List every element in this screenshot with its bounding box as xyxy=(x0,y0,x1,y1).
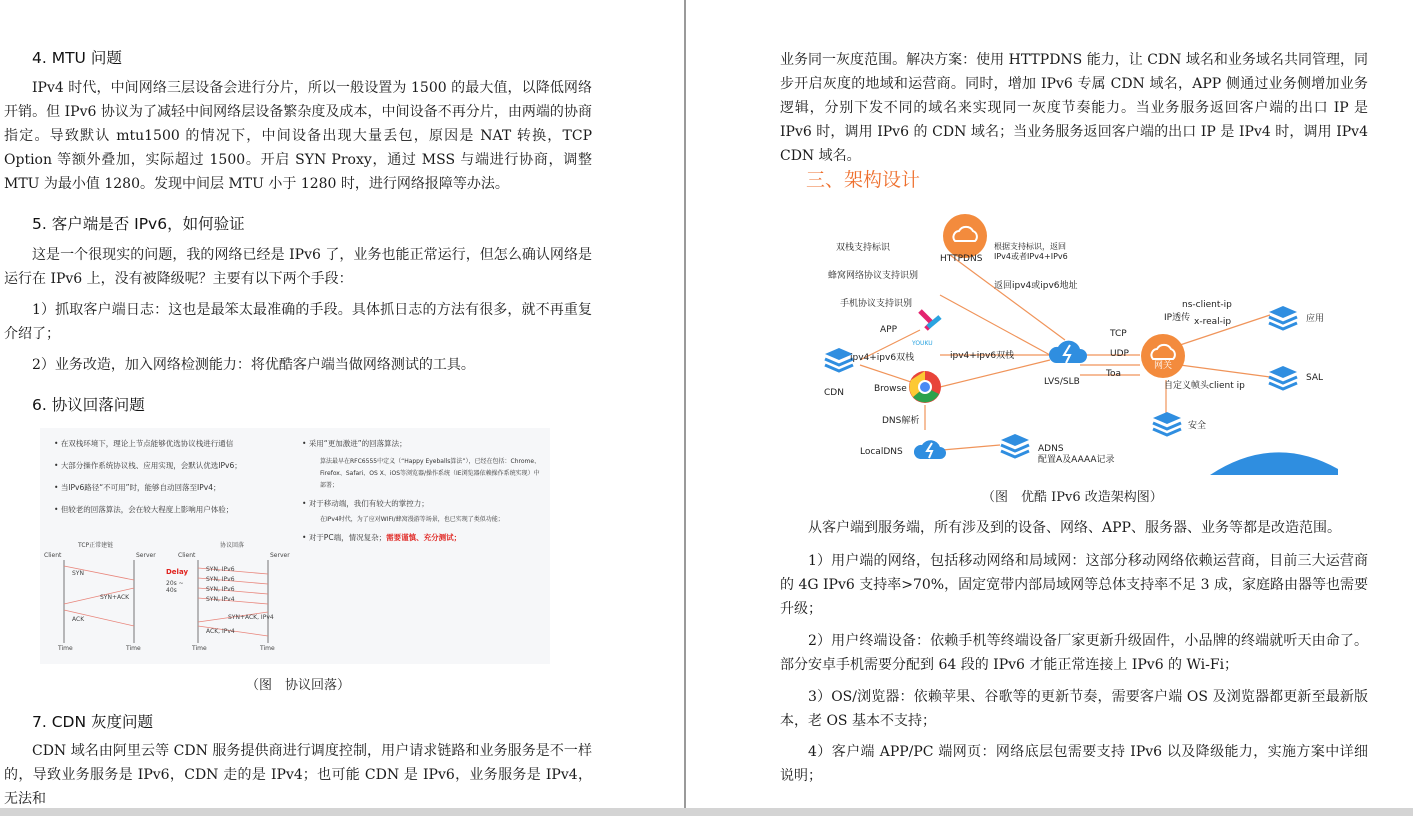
app-service-stack-icon xyxy=(1266,303,1300,333)
bullet-dual-stack: 在双栈环境下，理论上节点能够优选协议栈进行通信 xyxy=(60,439,234,448)
bullet-happy-eyeballs: 算法最早在RFC6555中定义（“Happy Eyeballs算法”），已经在包括：Chrome、Firefox、Safari、OS X、iOS等浏览器/操作系统（IE浏览器依赖操作系统实现）中部署； xyxy=(320,458,541,489)
bullet-prefer-ipv6: 大部分操作系统协议栈、应用实现，会默认优选IPv6； xyxy=(60,461,242,470)
label-gateway: 网关 xyxy=(1154,361,1173,371)
seq2-syn-ipv6-b: SYN, IPv6 xyxy=(206,576,235,583)
paragraph-client-app: 4）客户端 APP/PC 端网页：网络底层包需要支持 IPv6 以及降级能力，实施方案中详细说明； xyxy=(780,744,1368,784)
fallback-bullets-right: • 采用“更加激进”的回落算法； 算法最早在RFC6555中定义（“Happy Eyeballs算法”），已经在包括：Chrome、Firefox、Safari、OS X、iOS等浏览器/操作系统（IE浏览器依赖操作系统实现）中部署； • 对于移动端，我们有较大的掌控力； 在IPv4时代，为了应对WIFI/蜂窝漫游等场景，也已实现了类似功能； • 对于PC端，情况复杂；需要谨慎、充分测试； xyxy=(302,439,541,542)
gateway-cloud-icon xyxy=(1140,333,1186,379)
label-lvs: LVS/SLB xyxy=(1044,377,1080,387)
label-dual-stack-id: 双栈支持标识 xyxy=(836,243,891,253)
seq2-time-client: Time xyxy=(192,645,207,652)
label-youku: YOUKU xyxy=(912,340,933,347)
bullet-old-algorithm: 但较老的回落算法，会在较大程度上影响用户体验； xyxy=(60,505,234,514)
label-toa: Toa xyxy=(1106,369,1121,379)
caption-fallback: （图 协议回落） xyxy=(246,678,351,693)
bullet-pc: 对于PC端，情况复杂； xyxy=(308,533,387,542)
paragraph-cdn-gray-cont: 业务同一灰度范围。解决方案：使用 HTTPDNS 能力，让 CDN 域名和业务域名共同管理，同步开启灰度的地域和运营商。同时，增加 IPv6 专属 CDN 域名，APP 侧通过业务侧增加业务逻辑，分别下发不同的域名来实现同一灰度节奏能力。当业务服务返回客户端的出口 IP 是 IPv6 时，调用 IPv6 的 CDN 域名；当业务服务返回客户端的出口 IP 是 IPv4 时，调用 IPv4 CDN 域名。 xyxy=(780,52,1368,164)
seq1-syn: SYN xyxy=(72,570,84,577)
label-custom-header: 自定义帧头client ip xyxy=(1164,381,1245,391)
seq1-server-label: Server xyxy=(136,552,156,559)
label-return-rule: 根据支持标识，返回IPv4或者IPv4+IPv6 xyxy=(994,242,1068,261)
paragraph-scope: 从客户端到服务端，所有涉及到的设备、网络、APP、服务器、业务等都是改造范围。 xyxy=(808,520,1341,536)
seq2-synack-ipv4: SYN+ACK, IPv4 xyxy=(228,614,274,621)
seq1-time-client: Time xyxy=(58,645,73,652)
label-adns: ADNS xyxy=(1038,444,1064,454)
adns-stack-icon xyxy=(998,431,1032,461)
seq-fallback-title: 协议回落 xyxy=(220,542,245,549)
figure-architecture xyxy=(810,205,1338,475)
label-udp: UDP xyxy=(1110,349,1129,359)
paragraph-mtu: IPv4 时代，中间网络三层设备会进行分片，所以一般设置为 1500 的最大值，以降低网络开销。但 IPv6 协议为了减轻中间网络层设备繁杂度及成本，中间设备不再分片，由两端的协商指定。导致默认 mtu1500 的情况下，中间设备出现大量丢包，原因是 NAT 转换，TCP Option 等额外叠加，实际超过 1500。开启 SYN Proxy，通过 MSS 与端进行协商，调整 MTU 为最小值 1280。发现中间层 MTU 小于 1280 时，进行网络报障等办法。 xyxy=(4,80,592,192)
bullet-roaming: 在IPv4时代，为了应对WIFI/蜂窝漫游等场景，也已实现了类似功能； xyxy=(320,516,504,523)
label-ns-client-ip: ns-client-ip xyxy=(1182,300,1232,310)
paragraph-network-detect: 2）业务改造，加入网络检测能力：将优酷客户端当做网络测试的工具。 xyxy=(32,357,475,373)
label-security: 安全 xyxy=(1188,421,1207,431)
section-architecture-title: 三、架构设计 xyxy=(806,169,921,191)
label-tcp: TCP xyxy=(1110,329,1127,339)
seq-normal-title: TCP正常建链 xyxy=(78,542,114,549)
label-dual-stack-browser: ipv4+ipv6双栈 xyxy=(950,351,1015,361)
label-dns-parse: DNS解析 xyxy=(882,416,920,426)
bullet-aggressive: 采用“更加激进”的回落算法； xyxy=(308,439,407,448)
fallback-bullets-left: • 在双栈环境下，理论上节点能够优选协议栈进行通信 • 大部分操作系统协议栈、应用实现，会默认优选IPv6； • 当IPv6路径“不可用”时，能够自动回落至IPv4； • 但较老的回落算法，会在较大程度上影响用户体验； xyxy=(54,439,242,514)
paragraph-log-capture: 1）抓取客户端日志：这也是最笨太最准确的手段。具体抓日志的方法有很多，就不再重复介绍了； xyxy=(4,302,592,342)
paragraph-user-network: 1）用户端的网络，包括移动网络和局域网：这部分移动网络依赖运营商，目前三大运营商的 4G IPv6 支持率>70%，固定宽带内部局域网等总体支持率不足 3 成，家庭路由器等也需要升级； xyxy=(780,553,1368,617)
bullet-mobile: 对于移动端，我们有较大的掌控力； xyxy=(308,499,429,508)
label-sal: SAL xyxy=(1306,373,1324,383)
sal-stack-icon xyxy=(1266,363,1300,393)
seq2-syn-ipv6-a: SYN, IPv6 xyxy=(206,566,235,573)
label-httpdns: HTTPDNS xyxy=(940,254,983,264)
bullet-caution: 需要谨慎、充分测试； xyxy=(386,533,462,542)
heading-mtu: 4. MTU 问题 xyxy=(32,49,122,67)
seq1-client-label: Client xyxy=(44,552,62,559)
heading-fallback: 6. 协议回落问题 xyxy=(32,396,145,414)
label-dual-stack-app: ipv4+ipv6双栈 xyxy=(850,353,915,363)
label-phone-id: 手机协议支持识别 xyxy=(840,299,913,309)
label-cellular-id: 蜂窝网络协议支持识别 xyxy=(828,271,919,281)
label-return-addr: 返回ipv4或ipv6地址 xyxy=(994,281,1078,291)
seq1-synack: SYN+ACK xyxy=(100,594,130,601)
youku-logo-icon xyxy=(914,309,944,343)
seq2-syn-ipv6-c: SYN, IPv6 xyxy=(206,586,235,593)
seq2-syn-ipv4: SYN, IPv4 xyxy=(206,596,235,603)
seq2-ack-ipv4: ACK, IPv4 xyxy=(206,628,235,635)
decorative-arc xyxy=(1210,443,1338,475)
document-page-right xyxy=(686,0,1413,808)
seq2-server-label: Server xyxy=(270,552,290,559)
sequence-diagrams xyxy=(40,428,550,664)
seq2-delay-range: 20s ~ 40s xyxy=(166,580,184,594)
document-page-left xyxy=(0,0,684,808)
label-adns-records: 配置A及AAAA记录 xyxy=(1038,455,1115,465)
label-cdn: CDN xyxy=(824,388,844,398)
chrome-icon xyxy=(908,370,942,404)
seq1-time-server: Time xyxy=(126,645,141,652)
label-browse: Browse xyxy=(874,384,907,394)
lvs-cloud-icon xyxy=(1048,333,1088,369)
label-app-service: 应用 xyxy=(1306,314,1325,324)
heading-ipv6-verify: 5. 客户端是否 IPv6，如何验证 xyxy=(32,215,245,233)
label-localdns: LocalDNS xyxy=(860,447,903,457)
label-app: APP xyxy=(880,325,898,335)
heading-cdn-gray: 7. CDN 灰度问题 xyxy=(32,713,153,731)
label-x-real-ip: x-real-ip xyxy=(1194,317,1232,327)
paragraph-os-browser: 3）OS/浏览器：依赖苹果、谷歌等的更新节奏，需要客户端 OS 及浏览器都更新至最新版本，老 OS 基本不支持； xyxy=(780,689,1368,729)
seq1-ack: ACK xyxy=(72,616,85,623)
seq2-delay: Delay xyxy=(166,568,189,576)
bullet-fallback-ipv4: 当IPv6路径“不可用”时，能够自动回落至IPv4； xyxy=(60,483,221,492)
caption-architecture: （图 优酷 IPv6 改造架构图） xyxy=(982,490,1163,505)
security-stack-icon xyxy=(1150,409,1184,439)
seq2-client-label: Client xyxy=(178,552,196,559)
paragraph-cdn-gray: CDN 域名由阿里云等 CDN 服务提供商进行调度控制，用户请求链路和业务服务是不一样的，导致业务服务是 IPv6，CDN 走的是 IPv4；也可能 CDN 是 IPv6，业务服务是 IPv4，无法和 xyxy=(4,743,592,807)
httpdns-cloud-icon xyxy=(942,213,988,259)
seq2-time-server: Time xyxy=(260,645,275,652)
paragraph-user-device: 2）用户终端设备：依赖手机等终端设备厂家更新升级固件，小品牌的终端就听天由命了。部分安卓手机需要分配到 64 段的 IPv6 才能正常连接上 IPv6 的 Wi-Fi； xyxy=(780,633,1368,673)
paragraph-ipv6-verify: 这是一个很现实的问题，我的网络已经是 IPv6 了，业务也能正常运行，但怎么确认网络是运行在 IPv6 上，没有被降级呢？主要有以下两个手段： xyxy=(4,247,592,287)
label-ip-pass: IP透传 xyxy=(1164,313,1191,323)
figure-protocol-fallback xyxy=(40,428,550,664)
localdns-cloud-icon xyxy=(914,433,948,463)
viewer-bottom-bar xyxy=(0,808,1413,816)
